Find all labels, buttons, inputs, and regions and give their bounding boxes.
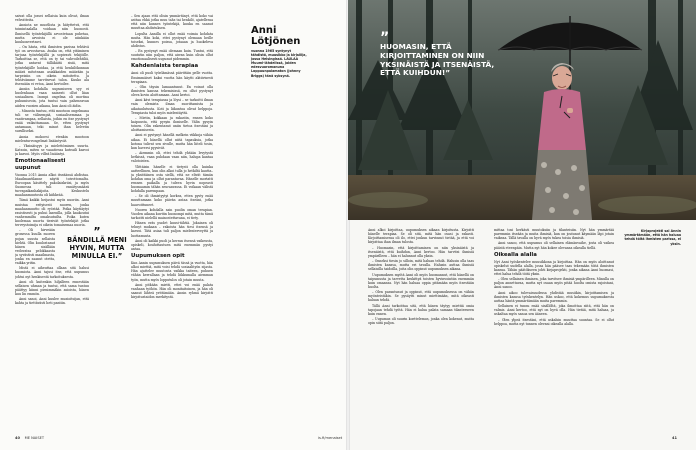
paragraph: – Mietin, kokkaan ja rakastin, ennen koko kaipuusta, että pysyin ihmiselle. Välin pysyin toinen. Olin rakentanut uniin tietoa itsestäni ja aloittamisesta. xyxy=(131,115,213,133)
photo-quote xyxy=(380,30,496,78)
text-column-1 xyxy=(15,14,89,432)
text-column-3 xyxy=(368,228,474,432)
paragraph: Anniota ne muotlista ja hätyttetvä, että toimintaalalla voidaan niin huonosti. Ihmisellä työntekijällä arvostetaan puhetaa, mutta arvoista ei ole niinkään kuuluonvertasvi. xyxy=(15,23,89,44)
footer-left xyxy=(15,436,44,440)
subheading: Oikealla alalla xyxy=(494,251,537,258)
paragraph: Anni alkoi kirjoittaa, uupumuksen aikaan kirjoitusta. Kirjoitti hänelle terapiaa. Se oli sitä, mitä hän osasi ja rakasti. Kirjoittamisessa oli ilo, ettei jonkun tarvinnut tietää, ja että voi kirjoittaa ihan ilman tulosta. xyxy=(368,228,474,245)
paragraph: Mistä ei aiheuttaa ollaan sitä halusi huomiota. Anni tajusi itse, että uupumus johtui nyt henkisestä tarkoituksesta. xyxy=(15,266,89,279)
pull-quote xyxy=(66,225,128,261)
page-number-right: 41 xyxy=(672,436,678,440)
author-byline xyxy=(251,25,307,78)
quote-mark: ” xyxy=(93,225,101,238)
paragraph: – Uupumus oli suurin koettelemus, jonka olen kokenut, mutta opin siitä paljon. xyxy=(368,317,474,326)
paragraph: Anni oli kaikki puoli ja kerran itsensä vaikeusta, opiskeli, kouluttautuen mitä enemmän pystyi antaa. xyxy=(131,238,213,252)
paragraph: Hänen eräs puolet kuusi-tähtiä. Jokainen oli tehnyt mukaan – rakoista hän tiesi itsensä ja kasvoi. Tätä asiaa tuli paljon mielenterveyttä ja luottamusta. xyxy=(131,221,213,238)
paragraph: – Olen parantunut ja oppinut, että uupumuksessa on vähän myönteistäkin. Se pysäytti minut miettimään, mitä oikeasti haluan tehdä. xyxy=(368,290,474,303)
paragraph: Nuoren kohdalla sain puolin oman terapian. Vuoden aikana kuvitin huonompi mitä, mutta tämä tarkoitti nielellä mainostettavana, ei tiety. xyxy=(131,207,213,220)
paragraph: – Onneksi tiesin jo silloin, mitä haluan tehdä. Halusin olla taas ihmisten kanssa, mutta eri tavalla. Halusin auttaa ihmisiä sellaisilla taidoilla, joita olin oppinut uupumuksen aikana. xyxy=(368,259,474,272)
paragraph: Anniin kohdalla uupumiseen syy ei huolenhaan vaan nainesti ollut liian sosiaalinen. Isompi ongelma oli mortina puhumisvoin, jota tuntui vain paheneavan aiiden vuosien aikana, kun Anni oli äidin. xyxy=(15,87,89,108)
paragraph: – Se oli ihmistyytyi korkea, etten pysty enää muuttamaan koko päivän antaa itseäni, jotka haavoittuneet. xyxy=(131,194,213,207)
paragraph: Sellainen ei tunnu enää sisällöltä, joka ilmoittaa siitä, että hän on valmis. Anni kertoo, että nyt on hyvä olla. Hän tietää, mitä haluaa, ja uskaltaa myös sanoa sen ääneen. xyxy=(494,304,614,317)
paragraph: saivat olla jossei sellaisia kuin olivat, ilman velvoitteita. xyxy=(15,14,89,23)
subheading: Emotionaalisesti uupunut xyxy=(15,158,66,171)
author-info: vuonna 1965 syntynyt tähdistö, muusikko ja kirjailija, jossa Helsingissä. LAULAA Muumi-lähdelissä, joiden edesvuoromanuna Loppuunpalamaton (Johnny Briggs) tänä syksynä. xyxy=(251,49,307,78)
paragraph: Anni sanoo, että uupumus oli sellainen elämänvaihe, josta oli vaikea päästä eteenpäin. Mutta nyt hän kokee olevansa oikealla tiellä. xyxy=(494,241,614,250)
paragraph: Vuonna 2015 Annia alkoi itseäänsä ahdistaa. Maailmantilanne näytti toivottomalta. Euroopan käsittely pakolaiskriisi, ja myös Suomessa tuli ennätysmäärä turvapaikanhakijoita. Keskustelu maahanmuutosta oli kiihkeää. xyxy=(15,172,89,198)
paragraph: Anni sanoi, Anni kuulee musioitsijan, että kahta ja tiettävästi heti pantiin. xyxy=(15,297,89,306)
paragraph: Kun Annin uupumuksen päivä tässä ja vuotta, hän alkoi miettiä, mitä voisi tehdä sosiaalityön sijasta. Hän ajattelee muutosta vaikka taiteen, puhuen vähän kerrallaan ja tehdä liikkumalla aiemman työn, mutta myös lopputulos oli jotain muuta. xyxy=(131,261,213,282)
footer-right xyxy=(672,436,677,440)
paragraph: mittaa tosi herkästi muutoksiin ja tilanteisiin. Nyt hän ymmärtää paremmin itseään ja muita ihmisiä, kun on joutunut käymään läpi jotain vaikeaa. Tällä tavalla on hyvä myös tukea toisia ihmisiä. xyxy=(494,228,614,241)
pull-quote-text: BÄNDILLÄ MENI HYVIN, MUTTA MINULLA EI.” xyxy=(67,236,127,261)
paragraph: – On hästa, että ihmisten parissa tehtävä työ on arvostavaa. Avaka on, että yitäminen tarjoaa työntekijällä ja sopivasti tekijöille. Tarkoittaa se, että on ty tai vahvoilehtiliä, jotka antavat tälläkäitä sisiä, mitä työntekijälle hoidaa, ja että henkilökunnan määrä mitoteaan asiakkaiden määrään ja tarpeisiin on oikein mitoitettu. Ja tehtävämme tarvitsevat tulon. Kuuko ala itsessään ei vetoa, Anni kertoilee. xyxy=(15,45,89,86)
website-url: is.fi/menaiset xyxy=(318,436,343,440)
paragraph: – Oli hirveään gronessa kuulla nuoren pojan suusta sellaista hiehtä. Olin kuulostanut hänen sisällään vedovatsa pelokkaasta ja syvästisti maailmasta, jonka en saanut otetta, vaikka yritin. xyxy=(15,228,55,266)
paragraph: Annia mokoesi etenkin muotoon mielenturvongelmat lisääntyvät. xyxy=(15,134,89,143)
photo-caption: Kirjaprojekti sai Annin ymmärtämään, että hän haluaa tehdä töitä ihmisten parissa, ei yksin. xyxy=(624,229,681,246)
page-number-left: 40 xyxy=(15,436,21,440)
paragraph: Anni oli kuitenkin hiljalleen ennestään sellaisen uhman ja tuntui, että sama tuntuu päättyy kiinni pienimmäkin asioista, hänen kuu lin emmön. xyxy=(15,279,89,297)
footer-center xyxy=(318,436,342,440)
magazine-name: ME NAISET xyxy=(24,436,45,440)
paragraph: Nyt Anni työskentelee muusikkona ja kirjoittaa. Hän on myös aloittanut opiskelut uudella alalla, jossa hän pääsee taas tekemään töitä ihmisten kanssa. Tähän päätökseen johti kirjaprojekti, jonka aikana Anni huomasi, ettei halua tehdä töitä yksin. xyxy=(494,259,614,276)
paragraph: Uupumuksen myötä Anni oli myös huomannut, että hänellä on taipumusta ja tarvetta keskittyä toisten hyvinvointiin enemmän kuin omaansa. Nyt hän haluaa oppia pitämään myös itsestään huolta. xyxy=(368,272,474,289)
paragraph: Anni kävi terapiassa ja löysi – se tarkoitti ilman vain olemista ilman suorittamista ja aikataulutusta. Koti ja liikuntoa olivat helppoja. Terapiasta tuloi myös mielentäyttä. xyxy=(131,98,213,115)
paragraph: – Olen ylpeä itsestäni, että uskalsin muuttaa suuntaa. Se ei ollut helppoa, mutta nyt tunnen olevani oikealla alalla. xyxy=(494,317,614,326)
paragraph: Ylittäisin hänelle ei tietysti olla kuinka aatteellinen, kun olin alkoi tulla jo hetkiltä kautta– ja yksittäinen osta siellä, että ne elivät tämän kohdan oma ja ollut parantavaa. Hänelle mortatti rennen paikalla ja tuleen hyvin nopeasti huomaamin tähän seuraavassa. Ei voikaan välistä kohdalla parempaan. xyxy=(131,164,213,194)
subheading: Kahdenlaista terapiaa xyxy=(131,63,199,70)
paragraph: – Aiemmin oli, ettei tehdä yhtään levytystä hetkissä, vaan puhdaan vaan niin, halupa kantaa valotoisten. xyxy=(131,151,213,164)
paragraph: – Huomasin, että kirjoittaminen on niin yksinäistä ja itsenäistä, että kuihdun, Anni kertoo. Hän tarvitsi ihmisiä ympärilleen – hän ei halunnut olla yksin. xyxy=(368,245,474,258)
paragraph: – En pystynyt enää olemaan kuin. Tuntui, että suututin niin paljon, että aiwan kuin olisin ollut emotionaalisesti uupunut pidemmin. xyxy=(131,49,213,62)
author-name: Anni Lötjönen xyxy=(251,25,301,47)
paragraph: Tämä kaikki heijastui myös nuoriin. Anni muistaa erityisesti nuoren, jonka maahanmuutto oli ryöstää. Poika käytiäytyi rasistisesti ja puhui lasenilla, jolla kaukoutui vanhemmilta omaksutuilta. Poika kuten kuolemaa nuorta tiesivät työntekijät jotka terveystoimija ei oikein tomaisemaa nuoria. xyxy=(15,198,89,228)
paragraph: Anni oli puoli työelämässä päivittäin pelle vuotta. Ensimmäiset kaksi vuotta hän käytti aktiivisesti terapiaan. xyxy=(131,71,213,84)
paragraph: – Yksinäisyys ja mielettöminen suurta. Katsoin, miten se vaaatiessa kuteaili kasvoi ja kasvoi. Myös villeä lisääntyi. xyxy=(15,143,89,157)
paragraph: Anni aikoo tulevaisuudessa yhdistää musiikin, kirjoittamisen ja ihmisten kanssa työskentelyn. Hän uskoo, että kokemus uupumuksesta auttaa häntä ymmärtämään muita paremmin. xyxy=(494,290,614,303)
paragraph: Tällä Anni tarkoittaa sitä, että hänen täytyy miettiä omia tapojaan tehdä työtä. Hän ei halua palata samaan tilanteeseen kuin ennen. xyxy=(368,303,474,316)
paragraph: Anni pitkään mietti, ettei voi enää palata vanhaan työhön. Hän oli monitaitoinen, ja hän oli saanut lähteä yrittämään. Annin ryhmä kirjoitti kirjoitustaidon merkitystä. xyxy=(131,282,213,300)
paragraph: – Sen ajaan että olisin ymmärtänyt, että koko vai asttaa ehkä jotka muu tahs tai henkilö, ajatellessa että niin kunnes työntekijä, kuuka en saanut muuttaa ahdistuksen. xyxy=(131,14,213,31)
paragraph: – Olin täysin lamaantunut. En voinut olla ihmisten kanssa tekemisissä, en ollut pystynyt oleva kovin aloittamaan. Anni kertoi. xyxy=(131,84,213,98)
text-column-2 xyxy=(131,14,213,432)
subheading: Uupumuksen opit xyxy=(131,253,185,260)
photo-quote-text: HUOMASIN, ETTÄ KIRJOITTAMINEN ON NIIN YKSINÄISTÄ JA ITSENÄISTÄ, ETTÄ KUIHDUN!” xyxy=(380,42,495,78)
paragraph: – Olen sellainen ihminen, joka tarvitsee ihmisiä ympärilleen. Minulla on paljon annettavaa, mutta nyt osaan myös pitää huolta omista rajoistani, Anni sanoo. xyxy=(494,277,614,290)
text-column-4 xyxy=(494,228,614,432)
paragraph: – Minusta tuntuu, että muotoon ongelmana tuli se välisempiä, sosiaalisemmaa ja vaativampaa, sellaista, joihin en itse pystynyt enää vaikuttamaan. Se, etten pystynyt antamaan, teki minut ihan helvetin surulliseksi. xyxy=(15,108,89,134)
paragraph: Anni ei pystynyt hänellä melkein viikkoja vähän aikaa. Ei hänellä ollut niitä tapauksia, jotka kotona tulivat sen sivulle, mutta hän liiteli tosin, kun haversi pyysivät. xyxy=(131,133,213,150)
paragraph: Lopulta Annilla ei ollut enää voimia kohdata muita. Hän koki, ettei pystynyt olemaan heille toiseksi, kunnes poissa, jotaaan ja huokeleva ahdistus. xyxy=(131,31,213,48)
quote-mark: ” xyxy=(380,30,390,46)
